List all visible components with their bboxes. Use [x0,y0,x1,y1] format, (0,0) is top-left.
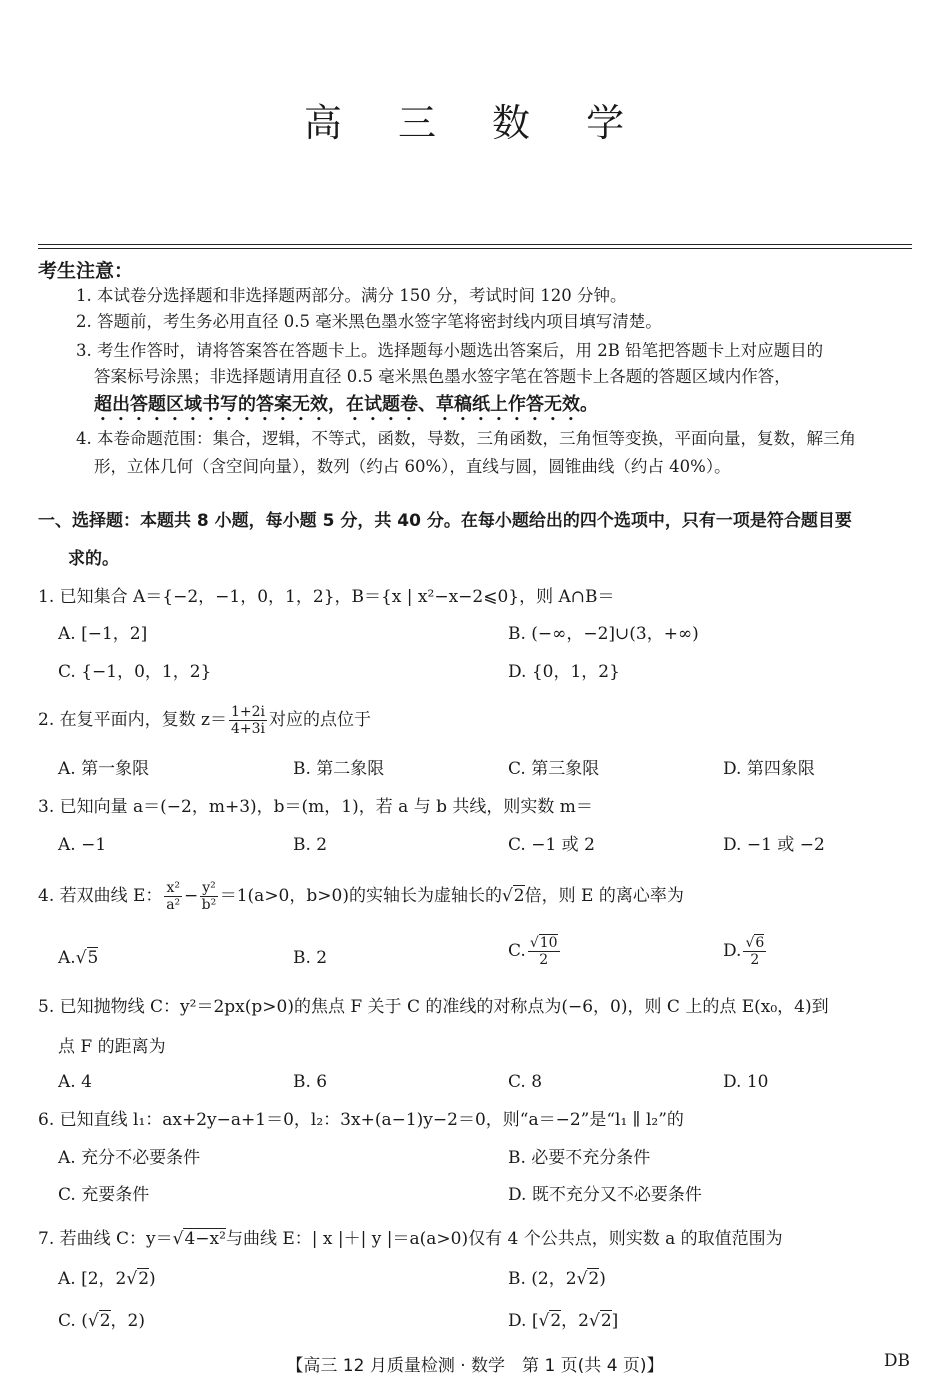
question-7-stem-post: 与曲线 E：| x |＋| y |＝a(a>0)仅有 4 个公共点，则实数 a 的取值范围为 [225,1229,783,1249]
option-radicand: 2 [550,1311,562,1331]
question-4-stem-mid: ＝1(a>0，b>0)的实轴长为虚轴长的 [219,886,502,906]
option-label: A. [58,948,76,968]
option-text: C. ( [58,1311,88,1331]
question-2-option-c: C. 第三象限 [508,759,600,779]
question-7-option-b: B. (2，2√2) [508,1269,606,1289]
question-4-radicand: 2 [513,886,525,906]
question-5-stem-line1: 5. 已知抛物线 C：y²＝2px(p>0)的焦点 F 关于 C 的准线的对称点为(−6，0)，则 C 上的点 E(x₀，4)到 [38,997,829,1017]
option-text: B. (2，2 [508,1269,577,1289]
notice-item-3c [76,392,934,425]
question-1-option-a: A. [−1，2] [58,624,148,644]
question-5-option-c: C. 8 [508,1072,543,1092]
question-4-stem-post: 倍，则 E 的离心率为 [524,886,684,906]
option-label: C. [508,941,526,961]
notice-item-3a: 3. 考生作答时，请将答案答在答题卡上。选择题每小题选出答案后，用 2B 铅笔把答题卡上对应题目的 [76,341,824,360]
question-2-fraction [229,704,267,737]
question-1-option-c: C. {−1，0，1，2} [58,662,212,682]
question-2-option-a: A. 第一象限 [58,759,150,779]
notice-item-3b: 答案标号涂黑；非选择题请用直径 0.5 毫米黑色墨水签字笔在答题卡上各题的答题区域内作答， [94,367,791,386]
question-3-option-a: A. −1 [58,835,107,855]
footer-code: DB [883,1351,910,1371]
fraction-denominator: 2 [750,952,760,968]
fraction-denominator: b² [201,897,217,913]
question-7-option-d: D. [√2，2√2] [508,1311,619,1331]
question-4-option-a: A.√5 [58,948,99,968]
question-2-option-d: D. 第四象限 [723,759,815,779]
option-fraction [528,935,560,968]
question-6-option-b: B. 必要不充分条件 [508,1148,651,1168]
question-5-stem-line2: 点 F 的距离为 [58,1037,166,1057]
question-7-stem-pre: 7. 若曲线 C：y＝ [38,1229,173,1249]
question-1-stem: 1. 已知集合 A＝{−2，−1，0，1，2}，B＝{x | x²−x−2⩽0}，则 A∩B＝ [38,587,615,607]
question-7-radicand: 4−x² [184,1229,226,1249]
notice-item-2: 2. 答题前，考生务必用直径 0.5 毫米黑色墨水签字笔将密封线内项目填写清楚。 [76,312,662,331]
fraction-numerator: √6 [745,935,765,951]
notice-item-4b: 形，立体几何（含空间向量），数列（约占 60%），直线与圆，圆锥曲线（约占 40%）。 [94,457,731,476]
question-1-option-b: B. (−∞，−2]∪(3，+∞) [508,624,699,644]
header-rule-top [38,244,912,245]
question-6-option-c: C. 充要条件 [58,1185,150,1205]
question-2-stem [38,704,918,737]
question-6-option-d: D. 既不充分又不必要条件 [508,1185,702,1205]
question-2-stem-post: 对应的点位于 [269,710,372,730]
question-4-option-b: B. 2 [293,948,328,968]
question-7-option-c: C. (√2，2) [58,1311,145,1331]
fraction-numerator: 1+2i [230,704,266,720]
option-radicand: 2 [588,1269,600,1289]
option-fraction [743,935,766,968]
option-text: A. [2，2 [58,1269,127,1289]
option-text: ) [599,1269,606,1289]
question-7-option-a: A. [2，2√2) [58,1269,156,1289]
section-heading-line1: 一、选择题：本题共 8 小题，每小题 5 分，共 40 分。在每小题给出的四个选项中，只有一项是符合题目要 [38,511,852,531]
question-3-option-c: C. −1 或 2 [508,835,595,855]
option-radicand: 5 [87,948,99,968]
notice-emphasis: 超出答题区域书写的答案无效，在试题卷、草稿纸上作答无效。 [94,394,598,415]
question-3-stem: 3. 已知向量 a＝(−2，m+3)，b＝(m，1)，若 a 与 b 共线，则实数 m＝ [38,797,593,817]
question-2-option-b: B. 第二象限 [293,759,385,779]
question-4-option-d [723,935,768,968]
question-7-stem: 7. 若曲线 C：y＝√4−x²与曲线 E：| x |＋| y |＝a(a>0)仅有 4 个公共点，则实数 a 的取值范围为 [38,1229,783,1249]
notice-item-4a: 4. 本卷命题范围：集合，逻辑，不等式，函数，导数，三角函数，三角恒等变换，平面向量，复数，解三角 [76,429,856,448]
question-1-option-d: D. {0，1，2} [508,662,620,682]
option-label: D. [723,941,742,961]
fraction-denominator: 2 [539,952,549,968]
page-title: 高 三 数 学 [303,101,647,145]
fraction-numerator: x² [166,880,180,896]
page-footer: 【高三 12 月质量检测 · 数学 第 1 页(共 4 页)】 [286,1356,664,1376]
question-3-option-d: D. −1 或 −2 [723,835,825,855]
question-5-option-a: A. 4 [58,1072,92,1092]
option-radicand: 2 [99,1311,111,1331]
option-radicand: 6 [755,935,765,951]
question-4-fraction-x [164,880,182,913]
option-text: ，2 [561,1311,589,1331]
option-radicand: 10 [539,935,558,951]
fraction-denominator: a² [166,897,181,913]
header-rule-bottom [38,248,912,249]
notice-item-1: 1. 本试卷分选择题和非选择题两部分。满分 150 分，考试时间 120 分钟。 [76,286,627,305]
option-text: ) [149,1269,156,1289]
question-4-option-c [508,935,562,968]
question-5-option-d: D. 10 [723,1072,769,1092]
option-radicand: 2 [600,1311,612,1331]
fraction-numerator: y² [202,880,216,896]
question-4-stem-pre: 4. 若双曲线 E： [38,886,163,906]
question-6-option-a: A. 充分不必要条件 [58,1148,201,1168]
option-text: ] [611,1311,619,1331]
question-4-stem: 4. 若双曲线 E： $\frac{\text{x²}}{\text{a²}}$ − $\frac{\text{y²}}{\text{b²}}$ ＝1(a>0，b>0)的实轴长为虚轴长的√2倍，则 E 的离心率为 [38,880,684,913]
fraction-numerator: √10 [529,935,558,951]
minus-sign: − [183,886,199,906]
question-6-stem: 6. 已知直线 l₁：ax+2y−a+1＝0，l₂：3x+(a−1)y−2＝0，则“a＝−2”是“l₁ ∥ l₂”的 [38,1110,684,1130]
question-5-option-b: B. 6 [293,1072,328,1092]
option-text: D. [ [508,1311,539,1331]
question-4-fraction-y [200,880,218,913]
question-3-option-b: B. 2 [293,835,328,855]
section-heading-line2: 求的。 [68,549,119,569]
fraction-denominator: 4+3i [230,721,266,737]
option-radicand: 2 [138,1269,150,1289]
question-2-stem-pre: 2. 在复平面内，复数 z＝ [38,710,227,730]
option-text: ，2) [110,1311,145,1331]
notice-heading: 考生注意： [38,260,134,282]
